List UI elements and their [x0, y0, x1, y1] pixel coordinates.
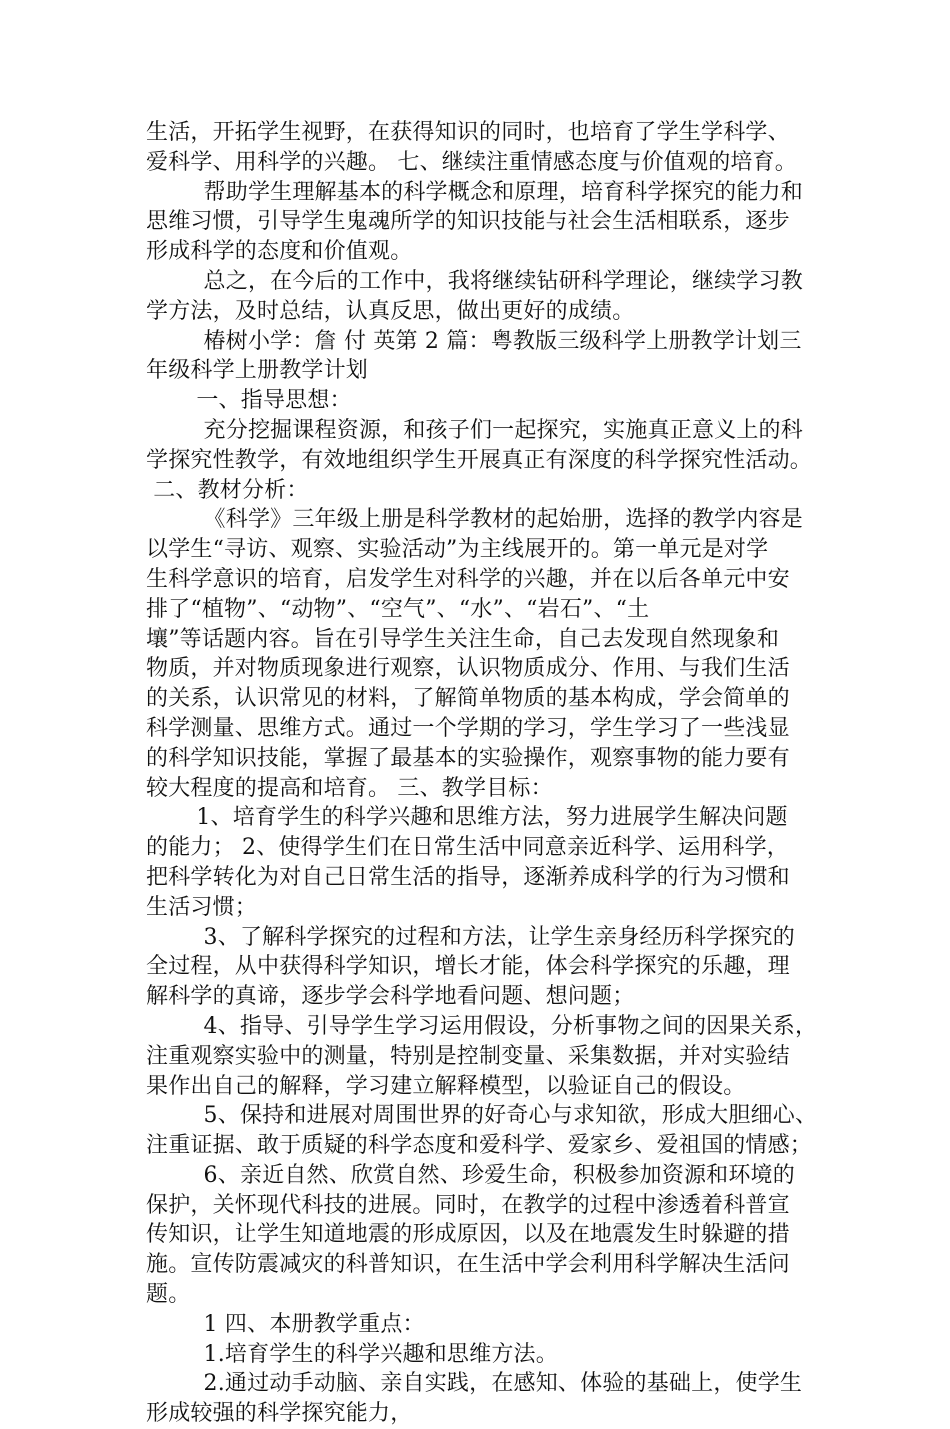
- text-line: 生活，开拓学生视野，在获得知识的同时，也培育了学生学科学、: [146, 120, 790, 145]
- text-line: 2.通过动手动脑、亲自实践，在感知、体验的基础上，使学生: [146, 1371, 803, 1397]
- text-line: 帮助学生理解基本的科学概念和原理，培育科学探究的能力和: [146, 179, 803, 205]
- text-line: 5、保持和进展对周围世界的好奇心与求知欲，形成大胆细心、: [146, 1103, 818, 1129]
- text-line: 爱科学、用科学的兴趣。 七、继续注重情感态度与价值观的培育。: [146, 149, 797, 175]
- text-line: 的科学知识技能，掌握了最基本的实验操作，观察事物的能力要有: [146, 745, 790, 771]
- text-line: 排了“植物”、“动物”、“空气”、“水”、“岩石”、“土: [146, 596, 650, 622]
- text-line: 生活习惯；: [146, 894, 258, 920]
- text-line: 施。宣传防震减灾的科普知识，在生活中学会利用科学解决生活问: [146, 1252, 790, 1278]
- section-heading: 一、指导思想：: [146, 388, 352, 414]
- text-line: 形成科学的态度和价值观。: [146, 239, 413, 265]
- text-line: 1、培育学生的科学兴趣和思维方法，努力进展学生解决问题: [146, 805, 788, 831]
- text-line: 形成较强的科学探究能力，: [146, 1401, 413, 1427]
- text-line: 1.培育学生的科学兴趣和思维方法。: [146, 1341, 558, 1367]
- text-line: 生科学意识的培育，启发学生对科学的兴趣，并在以后各单元中安: [146, 566, 790, 592]
- text-line: 果作出自己的解释，学习建立解释模型，以验证自己的假设。: [146, 1073, 746, 1099]
- text-line: 解科学的真谛，逐步学会科学地看问题、想问题；: [146, 984, 635, 1010]
- text-line: 学探究性教学，有效地组织学生开展真正有深度的科学探究性活动。: [146, 447, 813, 473]
- text-line: 注重证据、敢于质疑的科学态度和爱科学、爱家乡、爱祖国的情感；: [146, 1133, 813, 1159]
- text-line: 总之，在今后的工作中，我将继续钻研科学理论，继续学习教: [146, 268, 803, 294]
- text-line: 物质，并对物质现象进行观察，认识物质成分、作用、与我们生活: [146, 656, 790, 682]
- text-line: 保护，关怀现代科技的进展。同时，在教学的过程中渗透着科普宣: [146, 1192, 790, 1218]
- text-line: 以学生“寻访、观察、实验活动”为主线展开的。第一单元是对学: [146, 537, 769, 563]
- text-line: 《科学》三年级上册是科学教材的起始册，选择的教学内容是: [146, 507, 803, 533]
- text-line: 的关系，认识常见的材料，了解简单物质的基本构成，学会简单的: [146, 686, 790, 712]
- text-line: 把科学转化为对自己日常生活的指导，逐渐养成科学的行为习惯和: [146, 864, 790, 890]
- text-line: 思维习惯，引导学生鬼魂所学的知识技能与社会生活相联系，逐步: [146, 209, 790, 235]
- text-line: 传知识，让学生知道地震的形成原因，以及在地震发生时躲避的措: [146, 1222, 790, 1248]
- text-line: 较大程度的提高和培育。 三、教学目标：: [146, 775, 553, 801]
- text-line: 学方法，及时总结，认真反思，做出更好的成绩。: [146, 298, 635, 324]
- text-line: 壤”等话题内容。旨在引导学生关注生命，自己去发现自然现象和: [146, 626, 780, 652]
- text-line: 科学测量、思维方式。通过一个学期的学习，学生学习了一些浅显: [146, 715, 790, 741]
- text-line: 年级科学上册教学计划: [146, 358, 369, 384]
- section-heading: 二、教材分析：: [146, 477, 309, 503]
- text-line: 3、了解科学探究的过程和方法，让学生亲身经历科学探究的: [146, 924, 795, 950]
- text-line: 的能力； 2、使得学生们在日常生活中同意亲近科学、运用科学，: [146, 835, 789, 861]
- section-heading: 1 四、本册教学重点：: [146, 1311, 425, 1337]
- text-line: 全过程，从中获得科学知识，增长才能，体会科学探究的乐趣，理: [146, 954, 790, 980]
- text-line: 充分挖掘课程资源，和孩子们一起探究，实施真正意义上的科: [146, 417, 803, 443]
- document-body: [146, 118, 816, 1429]
- text-line: 4、指导、引导学生学习运用假设，分析事物之间的因果关系，: [146, 1013, 818, 1039]
- text-line: 题。: [146, 1282, 191, 1308]
- text-line: 6、亲近自然、欣赏自然、珍爱生命，积极参加资源和环境的: [146, 1162, 795, 1188]
- text-line: 椿树小学：詹 付 英第 2 篇：粤教版三级科学上册教学计划三: [146, 328, 802, 354]
- text-line: 注重观察实验中的测量，特别是控制变量、采集数据，并对实验结: [146, 1043, 790, 1069]
